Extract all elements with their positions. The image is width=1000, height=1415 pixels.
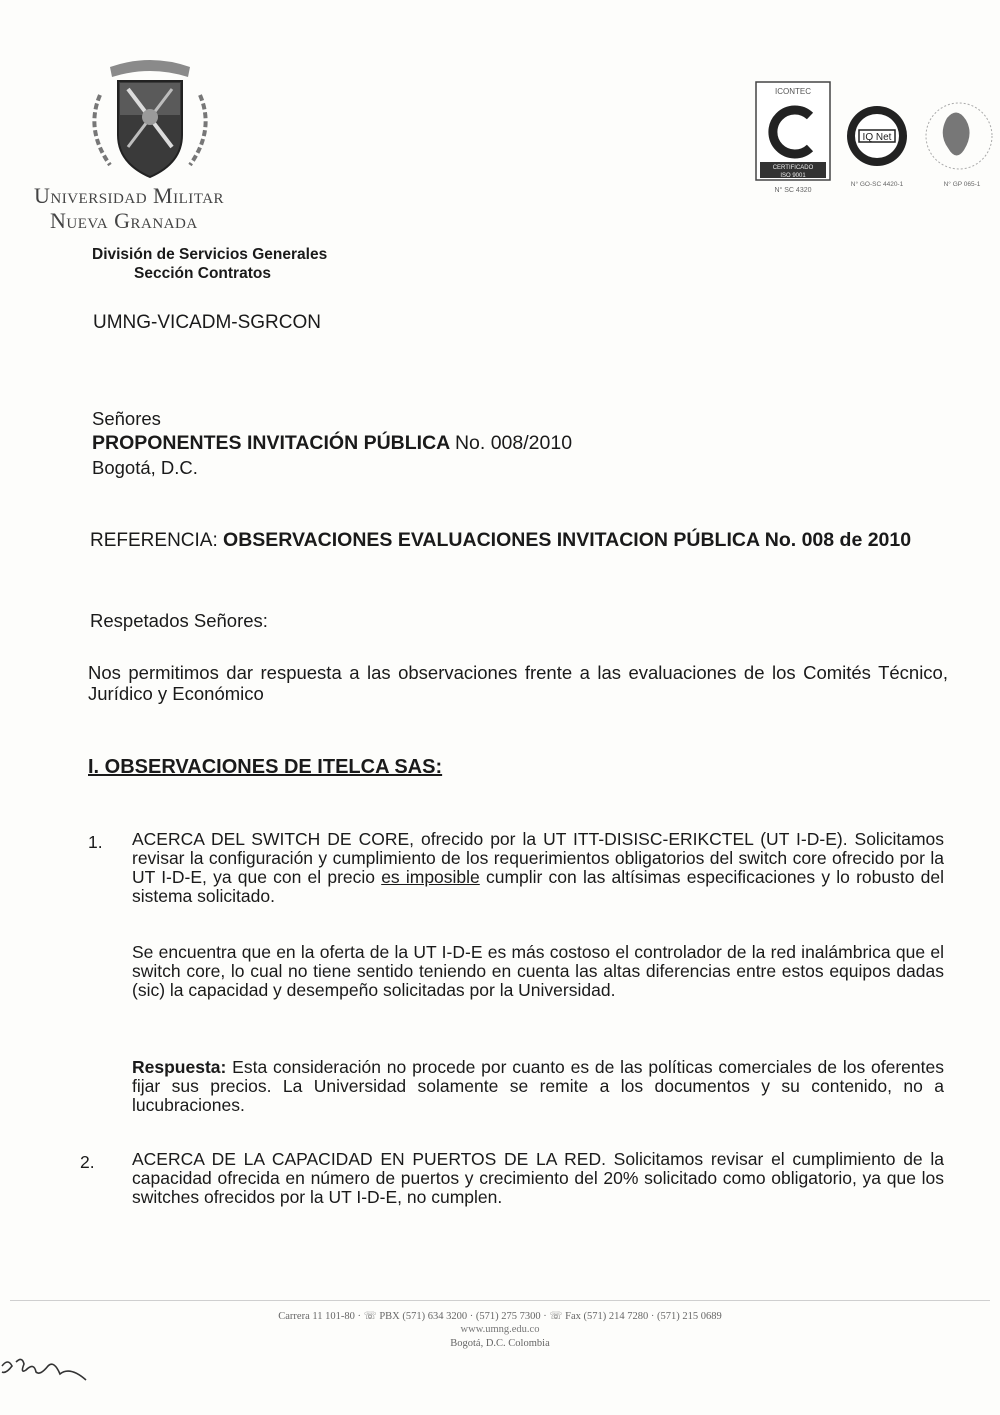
invitation-number: No. 008/2010	[454, 432, 573, 454]
gp-number: N° GP 065-1	[943, 181, 981, 188]
reference-label: REFERENCIA:	[90, 530, 218, 551]
item-1-text-after: cumplir con las altísimas especificaciones y lo robusto del sistema solicitado.	[132, 867, 944, 906]
division-name: División de Servicios Generales	[92, 246, 328, 263]
greeting: Respetados Señores:	[90, 610, 268, 631]
iso-label: ISO 9001	[780, 173, 806, 179]
addressee-title-text: PROPONENTES INVITACIÓN PÚBLICA	[92, 432, 450, 454]
salutation: Señores	[92, 408, 161, 429]
handwritten-initials	[0, 1352, 100, 1392]
addressee-title	[92, 432, 572, 455]
university-crest-logo	[80, 55, 220, 185]
item-1-underlined-text: es imposible	[381, 867, 480, 887]
reference-subject: OBSERVACIONES EVALUACIONES INVITACION PÚBLICA No. 008 de 2010	[223, 529, 912, 551]
section-name: Sección Contratos	[134, 265, 271, 282]
footer-address: Carrera 11 101-80 · ☏ PBX (571) 634 3200 · (571) 275 7300 · ☏ Fax (571) 214 7280 · (571) 215 0689	[278, 1311, 722, 1322]
response-label: Respuesta:	[132, 1057, 227, 1077]
item-2-paragraph: ACERCA DE LA CAPACIDAD EN PUERTOS DE LA RED. Solicitamos revisar el cumplimiento de la capacidad ofrecida en número de puertos y crecimiento del 20% solicitado como obligatorio, ya que los switches ofrecidos por la UT I-D-E, no cumplen.	[132, 1149, 944, 1207]
response-text: Esta consideración no procede por cuanto es de las políticas comerciales de los oferentes fijar sus precios. La Universidad solamente se remite a los documentos y su contenido, no a lucubraciones.	[132, 1057, 944, 1115]
certificado-label: CERTIFICADO	[772, 165, 814, 171]
footer-divider	[10, 1300, 990, 1301]
item-number: 1.	[88, 832, 103, 852]
university-name-line1: Universidad Militar	[34, 183, 225, 208]
university-name-line2: Nueva Granada	[50, 208, 198, 233]
icontec-number: N° SC 4320	[774, 187, 812, 194]
item-1-text-before: ACERCA DEL SWITCH DE CORE, ofrecido por la UT ITT-DISISC-ERIKCTEL (UT I-D-E). Solicitamos revisar la configuración y cumplimiento de los requerimientos obligatorios del switch core ofrecido por la UT I-D-E, ya que con el precio	[132, 829, 944, 887]
iqnet-label: IQ Net	[862, 132, 892, 143]
icontec-label: ICONTEC	[775, 87, 811, 96]
intro-paragraph: Nos permitimos dar respuesta a las observaciones frente a las evaluaciones de los Comités Técnico, Jurídico y Económico	[88, 662, 948, 704]
reference-line	[90, 530, 970, 551]
section-title: I. OBSERVACIONES DE ITELCA SAS:	[88, 756, 443, 778]
footer-city: Bogotá, D.C. Colombia	[450, 1338, 550, 1349]
item-1-response	[132, 1058, 944, 1115]
item-number: 2.	[80, 1152, 95, 1172]
certification-logos	[752, 78, 1000, 198]
addressee-city: Bogotá, D.C.	[92, 457, 198, 478]
iqnet-number: N° GO-SC 4420-1	[850, 181, 904, 188]
reference-code: UMNG-VICADM-SGRCON	[93, 312, 321, 333]
item-1-second-paragraph: Se encuentra que en la oferta de la UT I-D-E es más costoso el controlador de la red inalámbrica que el switch core, lo cual no tiene sentido teniendo en cuenta las altas diferencias entre estos equipos dadas (sic) la capacidad y desempeño solicitadas por la Universidad.	[132, 942, 944, 1000]
footer-website: www.umng.edu.co	[460, 1324, 540, 1335]
item-1-paragraph	[132, 830, 944, 906]
